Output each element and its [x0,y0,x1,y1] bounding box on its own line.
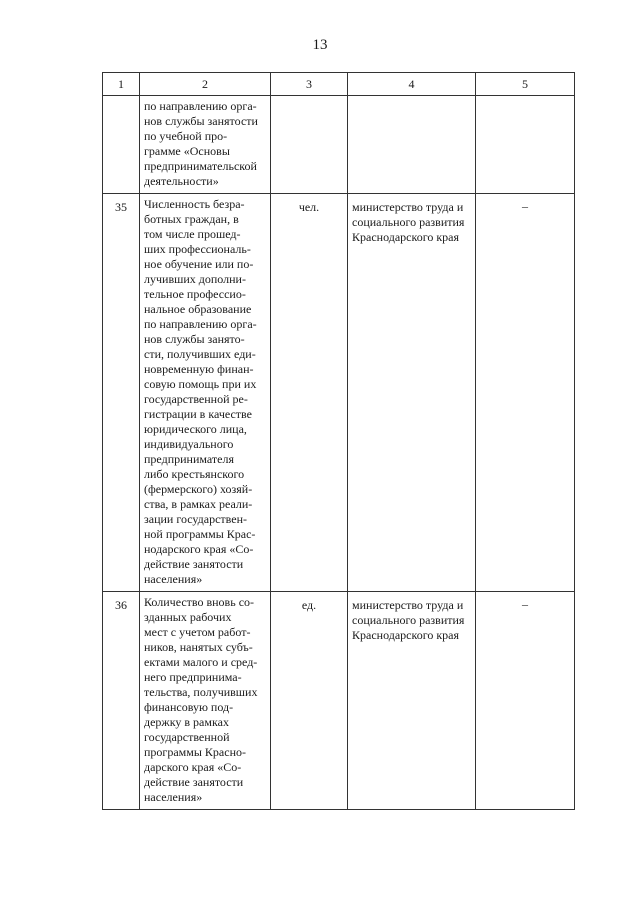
table-row [103,96,575,194]
indicator-description-line: деятельности» [144,174,219,188]
unit-of-measure: ед. [271,592,348,810]
table-row [103,194,575,592]
indicator-description-line: действие занятости [144,557,244,571]
indicator-description-line: мест с учетом работ- [144,625,251,639]
header-col-4: 4 [348,73,476,96]
indicator-description-line: действие занятости [144,775,244,789]
indicator-description [140,592,271,810]
indicator-description-line: ектами малого и сред- [144,655,258,669]
header-col-1: 1 [103,73,140,96]
indicator-description-line: нальное образование [144,302,252,316]
indicator-value: – [476,592,575,810]
indicator-description-line: дарского края «Со- [144,760,242,774]
header-row [103,73,575,96]
indicator-description-line: Численность безра- [144,197,245,211]
indicator-description-line: населения» [144,572,203,586]
page-number: 13 [312,37,328,53]
responsible-organization-line: Краснодарского края [352,628,460,642]
header-col-3: 3 [271,73,348,96]
indicator-description-line: грамме «Основы [144,144,230,158]
indicator-description-line: ших профессиональ- [144,242,251,256]
responsible-organization-line: министерство труда и [352,200,464,214]
indicator-description-line: совую помощь при их [144,377,257,391]
indicator-description-line: юридического лица, [144,422,247,436]
responsible-organization-line: министерство труда и [352,598,464,612]
indicator-description-line: государственной [144,730,230,744]
table-row [103,592,575,810]
responsible-organization [348,96,476,194]
indicator-description-line: держку в рамках [144,715,229,729]
row-number [103,96,140,194]
indicator-value [476,96,575,194]
indicator-description-line: нов службы занятости [144,114,258,128]
indicator-description-line: нодарского края «Со- [144,542,254,556]
indicator-description-line: финансовую под- [144,700,234,714]
indicator-description-line: нов службы занято- [144,332,245,346]
indicator-description-line: по учебной про- [144,129,228,143]
responsible-organization-line: Краснодарского края [352,230,460,244]
responsible-organization [348,194,476,592]
indicator-description-line: зданных рабочих [144,610,232,624]
unit-of-measure [271,96,348,194]
indicator-description-line: том числе прошед- [144,227,241,241]
indicator-description [140,194,271,592]
indicator-description-line: (фермерского) хозяй- [144,482,253,496]
indicator-description-line: ной программы Крас- [144,527,256,541]
indicator-description-line: по направлению орга- [144,317,257,331]
indicator-description-line: гистрации в качестве [144,407,252,421]
indicator-description-line: зации государствен- [144,512,248,526]
indicator-description-line: ное обучение или по- [144,257,254,271]
indicator-description-line: населения» [144,790,203,804]
responsible-organization [348,592,476,810]
indicator-description-line: по направлению орга- [144,99,257,113]
indicator-description-line: Количество вновь со- [144,595,255,609]
indicator-description-line: тельства, получивших [144,685,258,699]
indicator-table [102,72,575,810]
indicator-description-line: ников, нанятых субъ- [144,640,253,654]
responsible-organization-line: социального развития [352,215,465,229]
indicator-description-line: индивидуального [144,437,234,451]
indicator-value: – [476,194,575,592]
indicator-description-line: программы Красно- [144,745,246,759]
responsible-organization-line: социального развития [352,613,465,627]
indicator-description [140,96,271,194]
indicator-description-line: ства, в рамках реали- [144,497,253,511]
indicator-description-line: новременную финан- [144,362,254,376]
indicator-description-line: лучивших дополни- [144,272,246,286]
table-body [103,96,575,810]
indicator-description-line: тельное профессио- [144,287,246,301]
indicator-description-line: предпринимательской [144,159,257,173]
indicator-description-line: сти, получивших еди- [144,347,256,361]
header-col-5: 5 [476,73,575,96]
indicator-description-line: ботных граждан, в [144,212,239,226]
indicator-description-line: него предпринима- [144,670,242,684]
indicator-description-line: предпринимателя [144,452,234,466]
indicator-description-line: либо крестьянского [144,467,245,481]
row-number: 36 [103,592,140,810]
unit-of-measure: чел. [271,194,348,592]
header-col-2: 2 [140,73,271,96]
indicator-description-line: государственной ре- [144,392,248,406]
table-header [103,73,575,96]
row-number: 35 [103,194,140,592]
